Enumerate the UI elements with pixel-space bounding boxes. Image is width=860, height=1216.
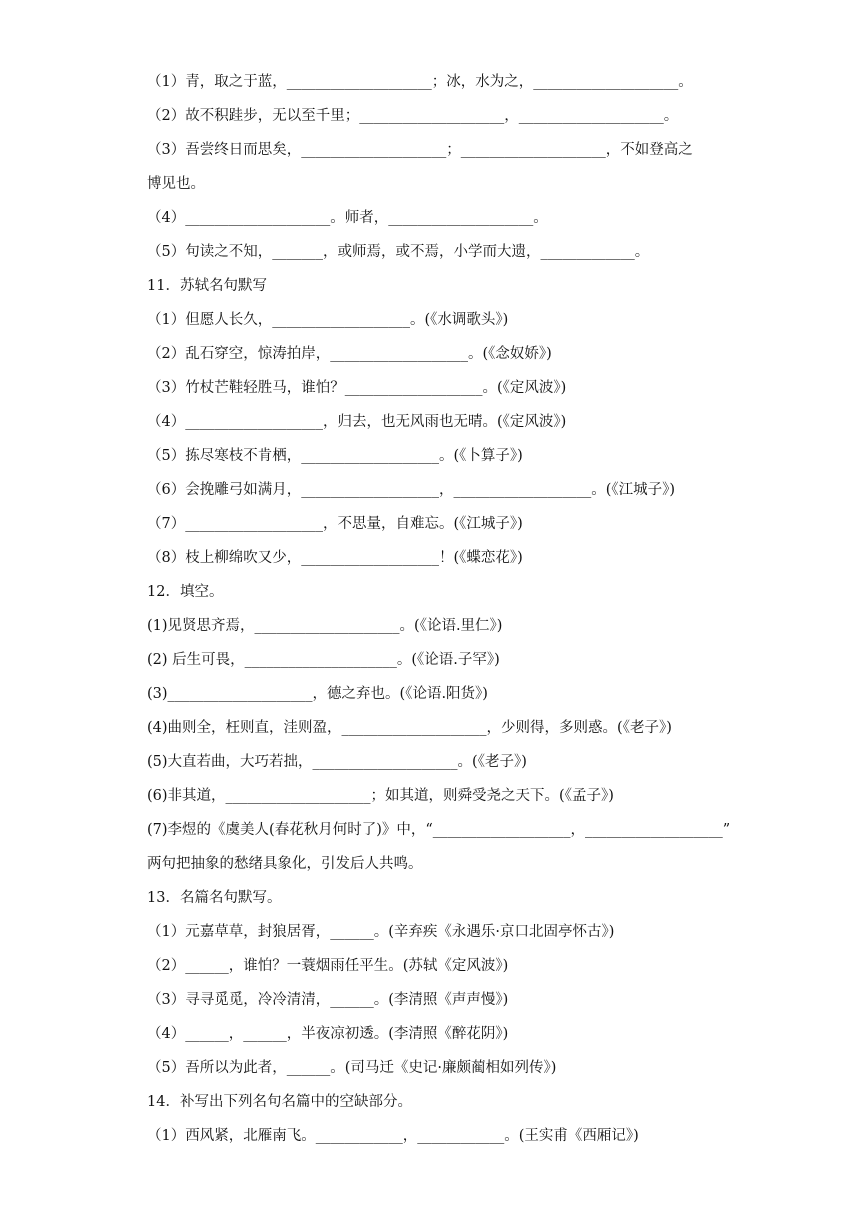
q12-item-1: (1)见贤思齐焉，____________________。(《论语.里仁》) (147, 618, 503, 634)
q11-item-5: （5）拣尽寒枝不肯栖，___________________。(《卜算子》) (147, 448, 523, 464)
q14-heading: 14．补写出下列名句名篇中的空缺部分。 (147, 1094, 412, 1110)
q12-item-7-cont: 两句把抽象的愁绪具象化，引发后人共鸣。 (147, 856, 423, 872)
q10-item-5: （5）句读之不知，_______，或师焉，或不焉，小学而大遗，_____________。 (147, 244, 650, 260)
q11-heading: 11．苏轼名句默写 (147, 278, 267, 294)
q10-item-1: （1）青，取之于蓝，____________________；冰，水为之，____________________。 (147, 74, 693, 90)
q13-item-4: （4）______，______，半夜凉初透。(李清照《醉花阴》) (147, 1026, 509, 1042)
q10-item-2: （2）故不积跬步，无以至千里；____________________，____________________。 (147, 108, 679, 124)
q11-item-4: （4）___________________，归去，也无风雨也无晴。(《定风波》) (147, 414, 567, 430)
q11-item-8: （8）枝上柳绵吹又少，___________________！(《蝶恋花》) (147, 550, 523, 566)
q12-item-4: (4)曲则全，枉则直，洼则盈，____________________，少则得，多则惑。(《老子》) (147, 720, 672, 736)
q11-item-2: （2）乱石穿空，惊涛拍岸，___________________。(《念奴娇》) (147, 346, 552, 362)
q12-item-3: (3)____________________，德之弃也。(《论语.阳货》) (147, 686, 488, 702)
q10-item-4: （4）____________________。师者，____________________。 (147, 210, 548, 226)
q12-item-2: (2) 后生可畏，_____________________。(《论语.子罕》) (147, 652, 500, 668)
q12-item-5: (5)大直若曲，大巧若拙，____________________。(《老子》) (147, 754, 527, 770)
q13-item-1: （1）元嘉草草，封狼居胥，______。(辛弃疾《永遇乐·京口北固亭怀古》) (147, 924, 615, 940)
q13-item-2: （2）______，谁怕？一蓑烟雨任平生。(苏轼《定风波》) (147, 958, 509, 974)
q13-item-3: （3）寻寻觅觅，冷冷清清，______。(李清照《声声慢》) (147, 992, 509, 1008)
q10-item-3: （3）吾尝终日而思矣，____________________；____________________，不如登高之 (147, 142, 693, 158)
q12-item-7: (7)李煜的《虞美人(春花秋月何时了)》中，“___________________，___________________” (147, 822, 731, 838)
q11-item-6: （6）会挽雕弓如满月，___________________，___________________。(《江城子》) (147, 482, 676, 498)
q12-heading: 12．填空。 (147, 584, 224, 600)
q13-heading: 13．名篇名句默写。 (147, 890, 282, 906)
q14-item-1: （1）西风紧，北雁南飞。____________，____________。(王实甫《西厢记》) (147, 1128, 639, 1144)
q11-item-3: （3）竹杖芒鞋轻胜马，谁怕？___________________。(《定风波》) (147, 380, 567, 396)
q12-item-6: (6)非其道，____________________；如其道，则舜受尧之天下。(《孟子》) (147, 788, 614, 804)
q11-item-7: （7）___________________，不思量，自难忘。(《江城子》) (147, 516, 523, 532)
q13-item-5: （5）吾所以为此者，______。(司马迁《史记·廉颇蔺相如列传》) (147, 1060, 557, 1076)
q10-item-3-cont: 博见也。 (147, 176, 205, 192)
q11-item-1: （1）但愿人长久，___________________。(《水调歌头》) (147, 312, 509, 328)
